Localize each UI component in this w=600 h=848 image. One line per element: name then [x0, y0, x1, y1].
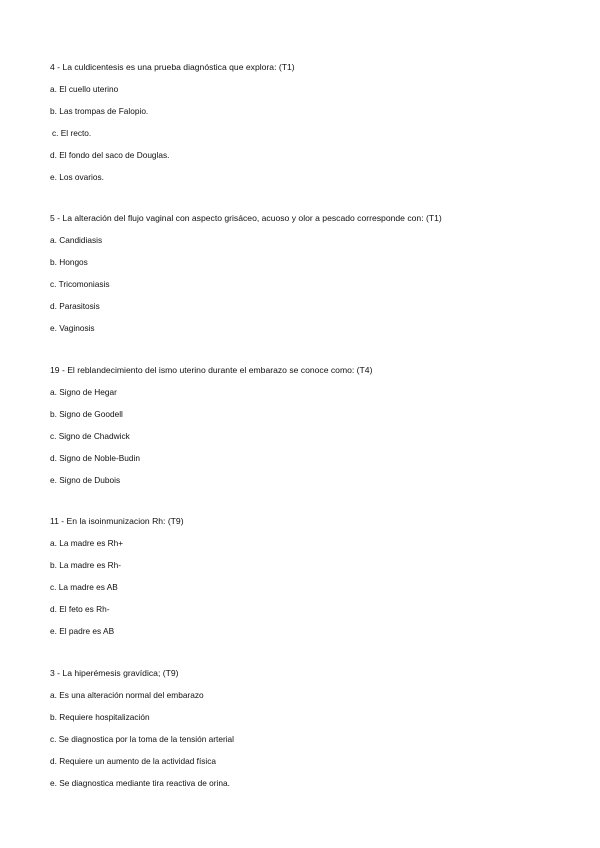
question-title: 5 - La alteración del flujo vaginal con aspecto grisáceo, acuoso y olor a pescado corresponde con: (T1) [50, 213, 442, 223]
answer-option: d. El fondo del saco de Douglas. [50, 150, 170, 160]
answer-option: a. El cuello uterino [50, 84, 119, 94]
answer-option: b. La madre es Rh- [50, 560, 122, 570]
answer-option: d. El feto es Rh- [50, 604, 110, 614]
answer-option: b. Las trompas de Falopio. [50, 106, 149, 116]
answer-option: c. El recto. [52, 128, 92, 138]
answer-option: a. Es una alteración normal del embarazo [50, 690, 204, 700]
answer-option: c. Tricomoniasis [50, 279, 110, 289]
answer-option: e. Signo de Dubois [50, 475, 121, 485]
answer-option: a. La madre es Rh+ [50, 538, 124, 548]
answer-option: a. Signo de Hegar [50, 387, 117, 397]
question-block [50, 213, 550, 334]
answer-option: d. Parasitosis [50, 301, 100, 311]
answer-option: d. Signo de Noble-Budin [50, 453, 140, 463]
answer-option: e. Vaginosis [50, 323, 95, 333]
answer-option: e. Se diagnostica mediante tira reactiva de orina. [50, 778, 230, 788]
question-title: 4 - La culdicentesis es una prueba diagnóstica que explora: (T1) [50, 62, 295, 72]
answer-option: c. Signo de Chadwick [50, 431, 130, 441]
question-block [50, 668, 550, 789]
answer-option: e. Los ovarios. [50, 172, 104, 182]
answer-option: d. Requiere un aumento de la actividad física [50, 756, 217, 766]
question-block [50, 365, 550, 486]
question-title: 19 - El reblandecimiento del ismo uterino durante el embarazo se conoce como: (T4) [50, 365, 373, 375]
answer-option: e. El padre es AB [50, 626, 115, 636]
question-title: 3 - La hiperémesis gravídica; (T9) [50, 668, 179, 678]
answer-option: c. La madre es AB [50, 582, 118, 592]
answer-option: b. Requiere hospitalización [50, 712, 150, 722]
question-block [50, 516, 550, 637]
question-block [50, 62, 550, 183]
question-title: 11 - En la isoinmunizacion Rh: (T9) [50, 516, 184, 526]
answer-option: a. Candidiasis [50, 235, 103, 245]
answer-option: b. Hongos [50, 257, 88, 267]
answer-option: c. Se diagnostica por la toma de la tensión arterial [50, 734, 235, 744]
answer-option: b. Signo de Goodell [50, 409, 123, 419]
